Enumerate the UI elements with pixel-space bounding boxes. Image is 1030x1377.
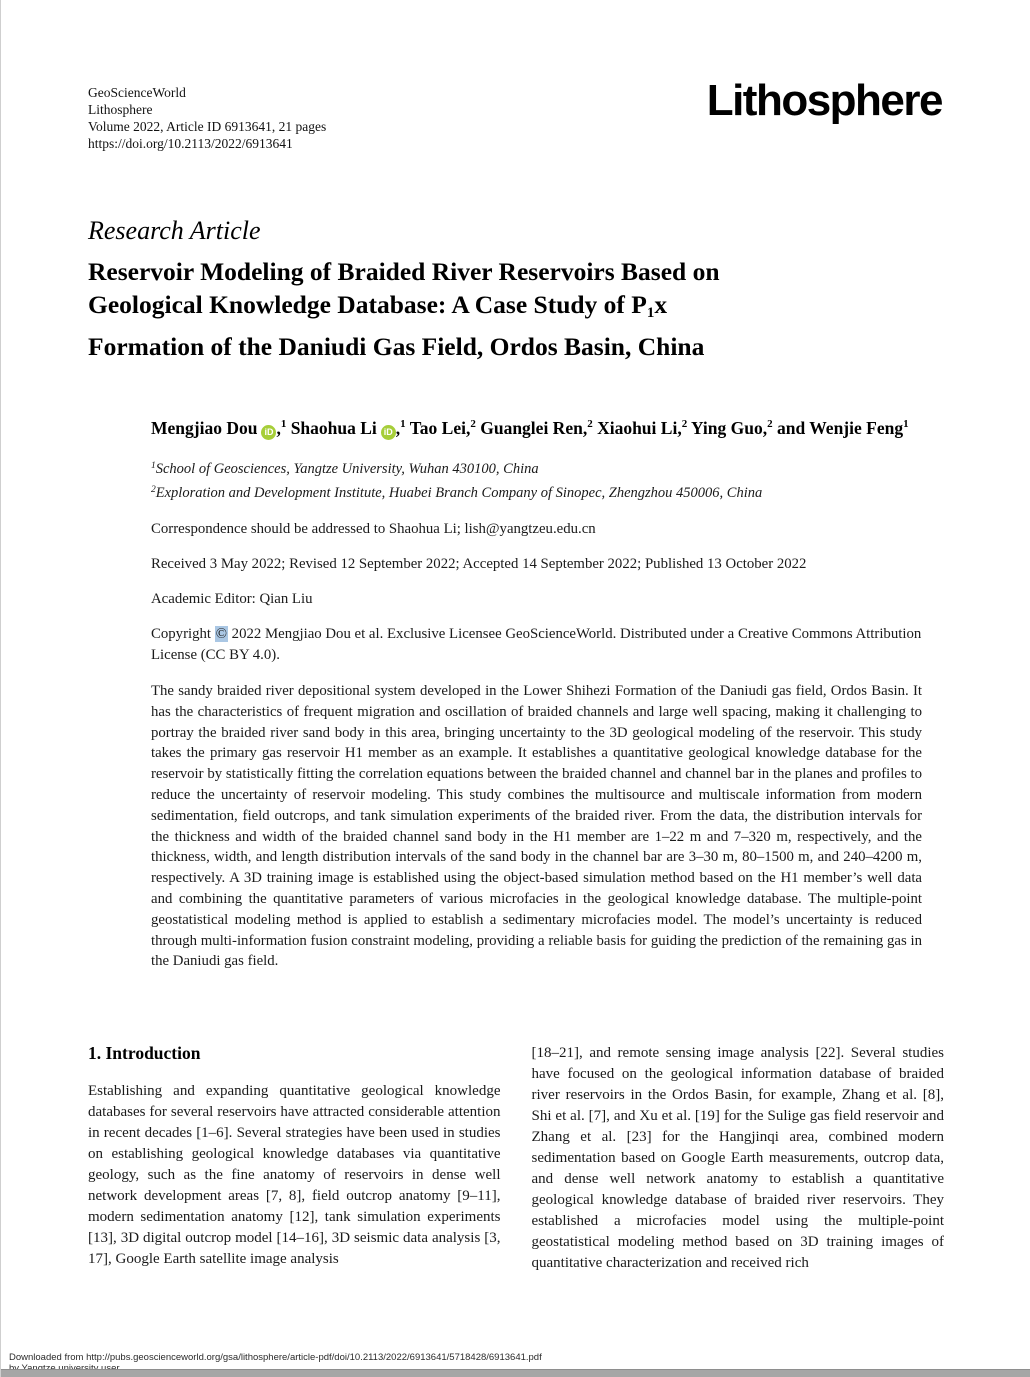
author-name: Mengjiao Dou: [151, 418, 258, 438]
left-column: [88, 1043, 501, 1274]
article-title: [88, 255, 944, 363]
author-name: and Wenjie Feng: [777, 418, 904, 438]
orcid-icon[interactable]: iD: [261, 425, 276, 440]
journal-name: Lithosphere: [88, 102, 153, 117]
abstract-text: The sandy braided river depositional system developed in the Lower Shihezi Formation of the Daniudi gas field, Ordos Basin. It has the characteristics of frequent migration and oscillation of braided channels and large well spacing, making it challenging to portray the braided river sand body in this area, bringing uncertainty to the 3D geological modeling of the reservoir. This study takes the primary gas reservoir H1 member as an example. It establishes a quantitative geological knowledge database for the reservoir by statistically fitting the correlation equations between the braided channel and channel bar in the planes and profiles to reduce the uncertainty of reservoir modeling. This study combines the multisource and multiscale information from modern sedimentation, field outcrops, and tank simulation experiments of the braided river. From the data, the distribution intervals for the thickness and width of the braided channel sand body in the H1 member are 1–22 m and 7–320 m, respectively, and the thickness, width, and length distribution intervals of the sand body in the channel bar are 3–30 m, 80–1500 m, and 240–4200 m, respectively. A 3D training image is established using the object-based simulation method based on the H1 member’s well data and combining the quantitative parameters of various microfacies in the geological knowledge database. The multiple-point geostatistical modeling method is applied to establish a sedimentary microfacies model. The model’s uncertainty is reduced through multi-information fusion constraint modeling, providing a reliable basis for guiding the prediction of the remaining gas in the Daniudi gas field.: [151, 683, 922, 970]
journal-logo: Lithosphere: [706, 76, 942, 125]
copyright-symbol: ©: [215, 626, 227, 642]
download-url: Downloaded from http://pubs.geoscienceworld.org/gsa/lithosphere/article-pdf/doi/10.2113/2022/6913641/5718428/6913641.pdf: [9, 1352, 542, 1363]
author-affiliation-ref: 1: [400, 418, 406, 430]
author-name: Ying Guo: [690, 418, 763, 438]
doi-link[interactable]: https://doi.org/10.2113/2022/6913641: [88, 136, 293, 151]
window-bottom-bar: [1, 1369, 1030, 1377]
page-content: [1, 0, 1030, 1274]
correspondence-line: Correspondence should be addressed to Shaohua Li; lish@yangtzeu.edu.cn: [151, 521, 596, 537]
publisher-name: GeoScienceWorld: [88, 85, 186, 100]
author-affiliation-ref: 2: [587, 418, 593, 430]
affiliation-2: $^2$Exploration and Development Institute, Huabei Branch Company of Sinopec, Zhengzhou 450006, China: [151, 485, 763, 501]
title-subscript: 1: [646, 305, 655, 321]
orcid-icon[interactable]: iD: [381, 425, 396, 440]
author-affiliation-ref: 2: [470, 418, 476, 430]
authors-line: Mengjiao Dou iD ,$^1$ Shaohua Li iD ,$^1$ Tao Lei,$^2$ Guanglei Ren,$^2$ Xiaohui Li,$^2$ Ying Guo,$^2$ and Wenjie Feng$^1$: [151, 418, 909, 438]
author-name: Shaohua Li: [290, 418, 377, 438]
author-affiliation-ref: 1: [280, 418, 287, 430]
author-name: Guanglei Ren: [480, 418, 583, 438]
author-affiliation-ref: 2: [767, 418, 773, 430]
author-affiliation-ref: 1: [903, 418, 909, 430]
academic-editor-line: Academic Editor: Qian Liu: [151, 591, 313, 607]
masthead: [88, 76, 944, 152]
intro-left-paragraph: Establishing and expanding quantitative geological knowledge databases for several reservoirs have attracted considerable attention in recent decades [1–6]. Several strategies have been used in studies on establishing geological knowledge databases via quantitative geology, such as the fine anatomy of reservoirs in dense well network development areas [7, 8], field outcrop anatomy [9–11], modern sedimentation anatomy [12], tank simulation experiments [13], 3D digital outcrop model [14–16], 3D seismic data analysis [3, 17], Google Earth satellite image analysis: [88, 1083, 501, 1268]
article-type-label: Research Article: [88, 216, 261, 245]
author-affiliation-ref: 2: [681, 418, 688, 430]
author-name: Tao Lei: [409, 418, 466, 438]
publication-info: [88, 84, 326, 152]
introduction-section: [88, 1043, 944, 1274]
title-line-2: Geological Knowledge Database: A Case Study of $P_1x$: [88, 290, 668, 321]
title-line-1: Reservoir Modeling of Braided River Reservoirs Based on: [88, 257, 720, 286]
byline-block: [151, 412, 922, 972]
copyright-line: Copyright © 2022 Mengjiao Dou et al. Exclusive Licensee GeoScienceWorld. Distributed under a Creative Commons Attribution License (CC BY 4.0).: [151, 626, 922, 663]
affiliations: [151, 456, 922, 504]
intro-right-paragraph: [18–21], and remote sensing image analysis [22]. Several studies have focused on the geological information database of braided river reservoirs in the Ordos Basin, for example, Zhang et al. [8], Shi et al. [7], and Xu et al. [19] for the Sulige gas field reservoir and Zhang et al. [23] for the Hangjinqi area, combined modern sedimentation based on Google Earth measurements, outcrop data, and dense well network anatomy to establish a quantitative geological knowledge database of braided river reservoirs. They established a microfacies model using the multiple-point geostatistical modeling method based on 3D training images of quantitative characterization and received rich: [531, 1045, 944, 1272]
history-line: Received 3 May 2022; Revised 12 September 2022; Accepted 14 September 2022; Published 13 October 2022: [151, 556, 807, 572]
author-name: Xiaohui Li: [597, 418, 678, 438]
section-heading-introduction: 1. Introduction: [88, 1043, 201, 1064]
affiliation-1: $^1$School of Geosciences, Yangtze University, Wuhan 430100, China: [151, 461, 539, 477]
right-column: [532, 1043, 945, 1274]
volume-line: Volume 2022, Article ID 6913641, 21 pages: [88, 119, 327, 134]
title-line-3: Formation of the Daniudi Gas Field, Ordos Basin, China: [88, 332, 705, 361]
